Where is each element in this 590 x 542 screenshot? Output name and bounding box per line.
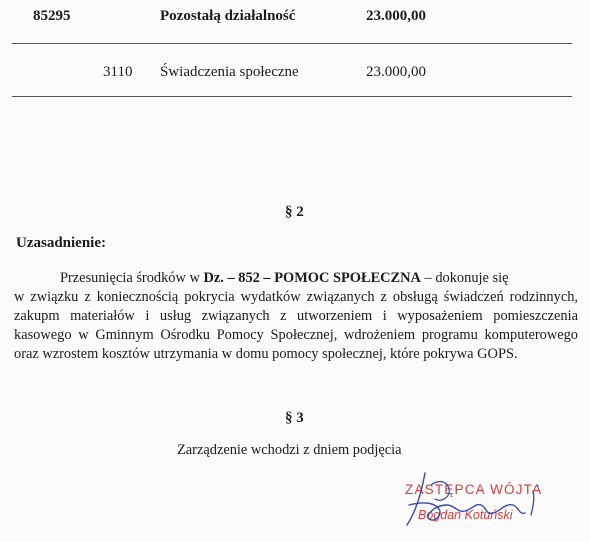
justification-line-3: zakupm materiałów i usług związanych z utworzeniem i wyposażeniem pomieszczenia [14, 308, 578, 324]
stamp-name: Bogdan Kotuński [418, 508, 513, 522]
table-row-1-amount: 23.000,00 [366, 8, 426, 24]
justification-line-1-post: – dokonuje się [420, 270, 509, 286]
table-row-1-code: 85295 [33, 8, 71, 24]
section-3-text: Zarządzenie wchodzi z dniem podjęcia [177, 442, 402, 458]
signature-icon [395, 465, 555, 537]
justification-heading: Uzasadnienie: [16, 235, 106, 251]
table-divider [12, 96, 572, 97]
table-row-2-code: 3110 [103, 64, 133, 80]
section-2-heading: § 2 [285, 204, 304, 220]
table-row-1-name: Pozostałą działalność [160, 8, 296, 24]
justification-line-4: kasowego w Gminnym Ośrodku Pomocy Społecznej, wdrożeniem programu komputerowego [14, 327, 578, 343]
justification-line-1-bold: Dz. – 852 – POMOC SPOŁECZNA [203, 270, 421, 286]
justification-line-1-pre: Przesunięcia środków w [60, 270, 204, 286]
stamp-title: ZASTĘPCA WÓJTA [405, 482, 543, 497]
justification-line-1 [60, 269, 509, 288]
justification-line-5: oraz wzrostem kosztów utrzymania w domu pomocy społecznej, które pokrywa GOPS. [14, 346, 518, 362]
justification-line-2: w związku z koniecznością pokrycia wydatków związanych z obsługą świadczeń rodzinnych, [14, 289, 578, 305]
table-row-2-name: Świadczenia społeczne [160, 64, 299, 80]
table-divider [12, 43, 572, 44]
table-row-2-amount: 23.000,00 [366, 64, 426, 80]
section-3-heading: § 3 [285, 410, 304, 426]
